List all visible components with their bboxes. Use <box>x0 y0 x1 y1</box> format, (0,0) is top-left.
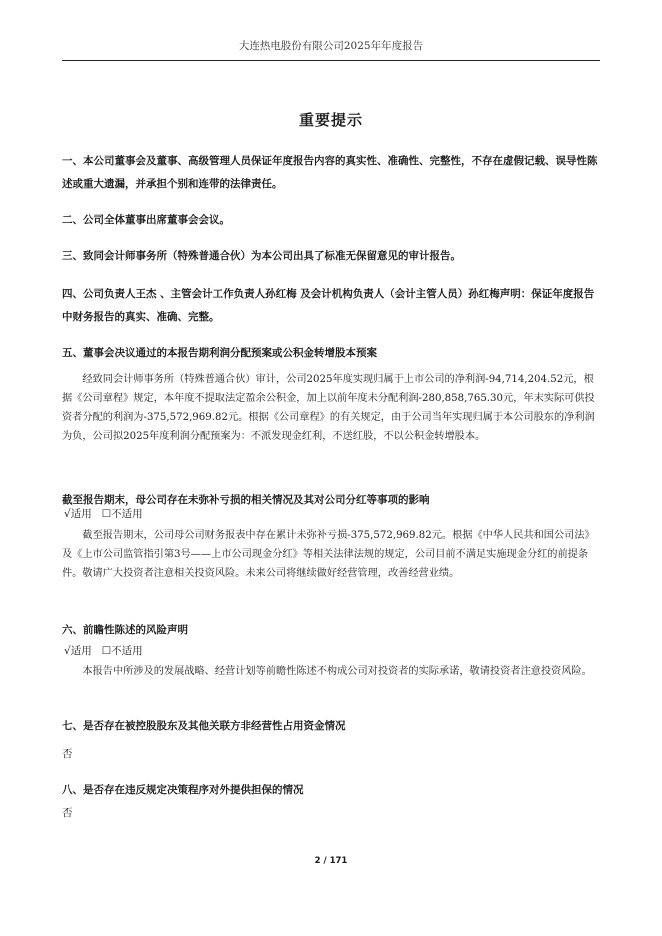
section-4: 四、公司负责人王杰 、主管会计工作负责人孙红梅 及会计机构负责人（会计主管人员）孙红梅声明：保证年度报告中财务报告的真实、准确、完整。 <box>62 288 595 323</box>
section-2: 二、公司全体董事出席董事会会议。 <box>62 214 230 226</box>
not-applicable-option: ☐不适用 <box>101 645 143 657</box>
applicable-option: √适用 <box>64 508 92 520</box>
section-5-body: 经致同会计师事务所（特殊普通合伙）审计，公司2025年度实现归属于上市公司的净利润-94,714,204.52元，根据《公司章程》规定，本年度不提取法定盈余公积金，加上以前年度未分配利润-280,858,765.30元，年末实际可供投资者分配的利润为-375,572,969.82元。根据《公司章程》的有关规定，由于公司当年实现归属于本公司股东的净利润为负，公司拟2025年度利润分配预案为：不派发现金红利，不送红股，不以公积金转增股本。 <box>62 374 595 442</box>
section-8-answer: 否 <box>62 807 73 819</box>
report-header: 大连热电股份有限公司2025年年度报告 <box>238 40 424 52</box>
section-5-heading: 五、董事会决议通过的本报告期利润分配预案或公积金转增股本预案 <box>62 347 377 359</box>
page-number: 2 / 171 <box>314 856 348 866</box>
section-1: 一、本公司董事会及董事、高级管理人员保证年度报告内容的真实性、准确性、完整性，不存在虚假记载、误导性陈述或重大遗漏，并承担个别和连带的法律责任。 <box>62 155 598 190</box>
section-7-heading: 七、是否存在被控股股东及其他关联方非经营性占用资金情况 <box>62 720 346 732</box>
page-title: 重要提示 <box>298 111 363 129</box>
section-6-heading: 六、前瞻性陈述的风险声明 <box>62 624 188 636</box>
section-7-answer: 否 <box>62 748 73 760</box>
loss-heading: 截至报告期末，母公司存在未弥补亏损的相关情况及其对公司分红等事项的影响 <box>62 494 430 506</box>
section-8-heading: 八、是否存在违反规定决策程序对外提供担保的情况 <box>62 784 304 796</box>
section-6-options <box>62 643 602 658</box>
header-divider <box>62 60 600 61</box>
not-applicable-option: ☐不适用 <box>101 508 143 520</box>
applicable-option: √适用 <box>64 645 92 657</box>
loss-options <box>62 506 602 521</box>
section-3: 三、致同会计师事务所（特殊普通合伙）为本公司出具了标准无保留意见的审计报告。 <box>62 250 461 262</box>
loss-body: 截至报告期末，公司母公司财务报表中存在累计未弥补亏损-375,572,969.82元。根据《中华人民共和国公司法》及《上市公司监管指引第3号——上市公司现金分红》等相关法律法规的规定，公司目前不满足实施现金分红的前提条件。敬请广大投资者注意相关投资风险。未来公司将继续做好经营管理，改善经营业绩。 <box>62 530 595 579</box>
section-6-body: 本报告中所涉及的发展战略、经营计划等前瞻性陈述不构成公司对投资者的实际承诺，敬请投资者注意投资风险。 <box>82 666 592 677</box>
